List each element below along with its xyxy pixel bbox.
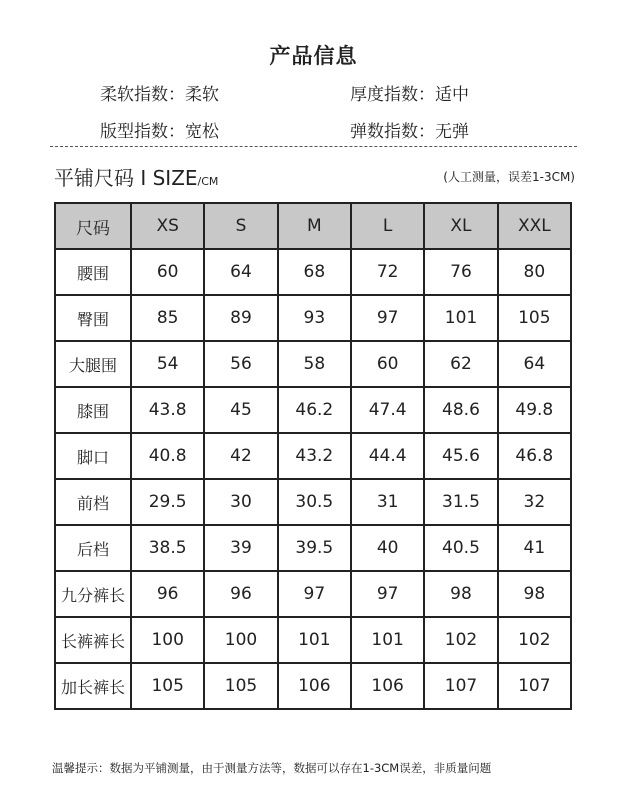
header-xxl: XXL bbox=[498, 203, 571, 249]
table-cell: 60 bbox=[351, 341, 424, 387]
table-cell: 39 bbox=[204, 525, 277, 571]
table-cell: 100 bbox=[204, 617, 277, 663]
table-cell: 40.8 bbox=[131, 433, 204, 479]
table-cell: 31.5 bbox=[424, 479, 497, 525]
table-cell: 97 bbox=[278, 571, 351, 617]
table-cell: 64 bbox=[204, 249, 277, 295]
size-table bbox=[54, 202, 572, 710]
table-header-row bbox=[55, 203, 571, 249]
row-label: 九分裤长 bbox=[55, 571, 131, 617]
table-row bbox=[55, 571, 571, 617]
table-cell: 38.5 bbox=[131, 525, 204, 571]
table-cell: 49.8 bbox=[498, 387, 571, 433]
size-unit: /CM bbox=[197, 175, 219, 188]
table-row bbox=[55, 617, 571, 663]
size-heading-text: 平铺尺码 I SIZE bbox=[54, 166, 198, 190]
row-label: 臀围 bbox=[55, 295, 131, 341]
thickness-index: 厚度指数：适中 bbox=[350, 85, 469, 105]
table-cell: 54 bbox=[131, 341, 204, 387]
table-cell: 32 bbox=[498, 479, 571, 525]
table-cell: 85 bbox=[131, 295, 204, 341]
table-cell: 60 bbox=[131, 249, 204, 295]
table-row bbox=[55, 525, 571, 571]
table-cell: 107 bbox=[498, 663, 571, 709]
table-cell: 30 bbox=[204, 479, 277, 525]
row-label: 长裤裤长 bbox=[55, 617, 131, 663]
table-row bbox=[55, 249, 571, 295]
table-cell: 98 bbox=[498, 571, 571, 617]
table-cell: 42 bbox=[204, 433, 277, 479]
table-cell: 93 bbox=[278, 295, 351, 341]
row-label: 腰围 bbox=[55, 249, 131, 295]
page-title: 产品信息 bbox=[269, 44, 358, 68]
table-cell: 101 bbox=[351, 617, 424, 663]
table-cell: 96 bbox=[131, 571, 204, 617]
table-cell: 102 bbox=[424, 617, 497, 663]
table-row bbox=[55, 663, 571, 709]
table-cell: 76 bbox=[424, 249, 497, 295]
table-cell: 46.2 bbox=[278, 387, 351, 433]
table-cell: 101 bbox=[424, 295, 497, 341]
row-label: 加长裤长 bbox=[55, 663, 131, 709]
table-cell: 105 bbox=[131, 663, 204, 709]
table-cell: 40.5 bbox=[424, 525, 497, 571]
table-cell: 106 bbox=[278, 663, 351, 709]
footer-note: 温馨提示：数据为平铺测量，由于测量方法等，数据可以存在1-3CM误差，非质量问题 bbox=[52, 761, 492, 775]
row-label: 膝围 bbox=[55, 387, 131, 433]
table-cell: 97 bbox=[351, 571, 424, 617]
table-cell: 106 bbox=[351, 663, 424, 709]
table-cell: 98 bbox=[424, 571, 497, 617]
table-row bbox=[55, 341, 571, 387]
measurement-note: (人工测量，误差1-3CM) bbox=[443, 170, 575, 184]
table-cell: 68 bbox=[278, 249, 351, 295]
table-cell: 64 bbox=[498, 341, 571, 387]
table-cell: 62 bbox=[424, 341, 497, 387]
table-cell: 39.5 bbox=[278, 525, 351, 571]
table-cell: 89 bbox=[204, 295, 277, 341]
table-cell: 56 bbox=[204, 341, 277, 387]
row-label: 前档 bbox=[55, 479, 131, 525]
table-row bbox=[55, 433, 571, 479]
table-cell: 47.4 bbox=[351, 387, 424, 433]
table-cell: 102 bbox=[498, 617, 571, 663]
table-cell: 31 bbox=[351, 479, 424, 525]
section-divider bbox=[50, 146, 577, 147]
row-label: 后档 bbox=[55, 525, 131, 571]
table-cell: 101 bbox=[278, 617, 351, 663]
table-cell: 43.8 bbox=[131, 387, 204, 433]
row-label: 脚口 bbox=[55, 433, 131, 479]
table-row bbox=[55, 479, 571, 525]
table-cell: 30.5 bbox=[278, 479, 351, 525]
table-cell: 41 bbox=[498, 525, 571, 571]
table-cell: 48.6 bbox=[424, 387, 497, 433]
table-cell: 105 bbox=[204, 663, 277, 709]
header-l: L bbox=[351, 203, 424, 249]
table-cell: 45 bbox=[204, 387, 277, 433]
header-xl: XL bbox=[424, 203, 497, 249]
fit-index: 版型指数：宽松 bbox=[100, 122, 219, 142]
softness-index: 柔软指数：柔软 bbox=[100, 85, 219, 105]
row-label: 大腿围 bbox=[55, 341, 131, 387]
table-cell: 107 bbox=[424, 663, 497, 709]
table-cell: 105 bbox=[498, 295, 571, 341]
header-s: S bbox=[204, 203, 277, 249]
size-heading bbox=[54, 162, 218, 191]
elasticity-index: 弹数指数：无弹 bbox=[350, 122, 469, 142]
table-cell: 43.2 bbox=[278, 433, 351, 479]
table-cell: 97 bbox=[351, 295, 424, 341]
header-xs: XS bbox=[131, 203, 204, 249]
header-size: 尺码 bbox=[55, 203, 131, 249]
table-row bbox=[55, 295, 571, 341]
table-cell: 44.4 bbox=[351, 433, 424, 479]
table-cell: 58 bbox=[278, 341, 351, 387]
table-cell: 45.6 bbox=[424, 433, 497, 479]
table-cell: 100 bbox=[131, 617, 204, 663]
table-cell: 72 bbox=[351, 249, 424, 295]
table-cell: 46.8 bbox=[498, 433, 571, 479]
table-cell: 40 bbox=[351, 525, 424, 571]
table-row bbox=[55, 387, 571, 433]
header-m: M bbox=[278, 203, 351, 249]
table-cell: 29.5 bbox=[131, 479, 204, 525]
table-cell: 80 bbox=[498, 249, 571, 295]
table-cell: 96 bbox=[204, 571, 277, 617]
